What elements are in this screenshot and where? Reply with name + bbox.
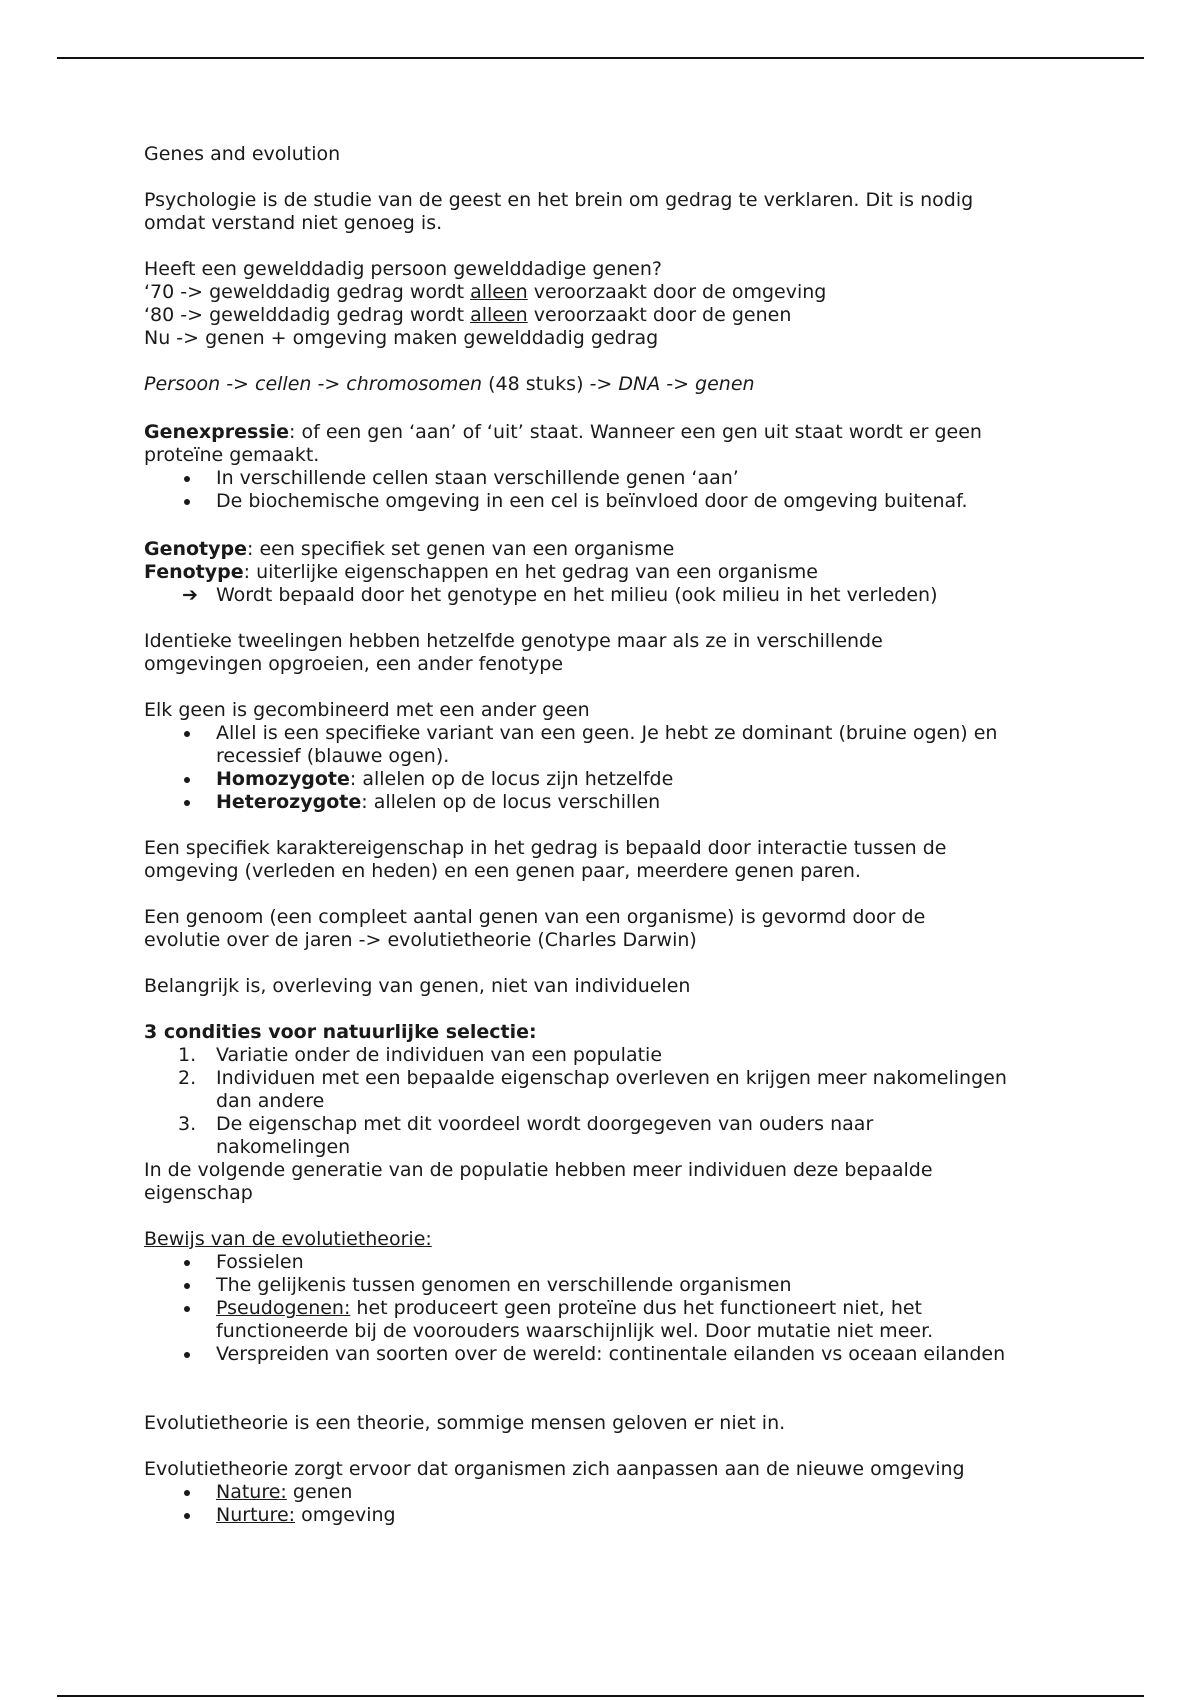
trait-line-1: Een specifiek karaktereigenschap in het gedrag is bepaald door interactie tussen de [144, 837, 947, 859]
twins-line-1: Identieke tweelingen hebben hetzelfde genotype maar als ze in verschillende [144, 630, 883, 652]
selection-heading: 3 condities voor natuurlijke selectie: [144, 1021, 537, 1043]
list-item: ➔ Wordt bepaald door het genotype en het milieu (ook milieu in het verleden) [182, 584, 938, 606]
selection-after-1: In de volgende generatie van de populatie hebben meer individuen deze bepaalde [144, 1159, 933, 1181]
genome-line-1: Een genoom (een compleet aantal genen van een organisme) is gevormd door de [144, 906, 926, 928]
fenotype-list [144, 584, 1074, 607]
bullet-icon [184, 1283, 190, 1289]
selection-list [144, 1044, 1074, 1159]
violence-now: Nu -> genen + omgeving maken gewelddadig gedrag [144, 327, 659, 349]
proof-heading: Bewijs van de evolutietheorie: [144, 1228, 432, 1250]
alleles-list [144, 722, 1074, 814]
bullet-icon [184, 1352, 190, 1358]
bullet-icon [184, 731, 190, 737]
list-item: 2. Individuen met een bepaalde eigenschap overleven en krijgen meer nakomelingen dan andere [178, 1067, 1007, 1112]
hierarchy-line: Persoon -> cellen -> chromosomen (48 stuks) -> DNA -> genen [144, 373, 755, 395]
list-item: Fossielen [144, 1251, 1074, 1274]
arrow-right-icon: ➔ [182, 584, 198, 606]
footer-rule [57, 1695, 1144, 1697]
list-item: The gelijkenis tussen genomen en verschillende organismen [144, 1274, 1074, 1297]
bullet-icon [184, 1513, 190, 1519]
genexpressie-list [144, 467, 1074, 513]
trait-line-2: omgeving (verleden en heden) en een genen paar, meerdere genen paren. [144, 860, 861, 882]
violence-question: Heeft een gewelddadig persoon gewelddadige genen? [144, 258, 662, 280]
document-body [144, 143, 1074, 1527]
alleles-intro: Elk geen is gecombineerd met een ander geen [144, 699, 590, 721]
list-item: Heterozygote: allelen op de locus verschillen [144, 791, 1074, 814]
list-item: 1. Variatie onder de individuen van een populatie [178, 1044, 663, 1066]
header-rule [57, 57, 1144, 59]
selection-after-2: eigenschap [144, 1182, 253, 1204]
proof-list [144, 1251, 1074, 1366]
twins-line-2: omgevingen opgroeien, een ander fenotype [144, 653, 564, 675]
list-item: Homozygote: allelen op de locus zijn hetzelfde [144, 768, 1074, 791]
list-item: Nurture: omgeving [144, 1504, 1074, 1527]
bullet-icon [184, 499, 190, 505]
bullet-icon [184, 1490, 190, 1496]
list-item: In verschillende cellen staan verschillende genen ‘aan’ [144, 467, 1074, 490]
document-title: Genes and evolution [144, 143, 341, 165]
list-item: 3. De eigenschap met dit voordeel wordt doorgegeven van ouders naar nakomelingen [178, 1113, 874, 1158]
genexpressie-def: Genexpressie: of een gen ‘aan’ of ‘uit’ staat. Wanneer een gen uit staat wordt er geen [144, 421, 982, 443]
list-item: Pseudogenen: het produceert geen proteïne dus het functioneert niet, het functioneerde bij de voorouders waarschijnlijk wel. Door mutatie niet meer. [144, 1297, 1074, 1343]
bullet-icon [184, 800, 190, 806]
fenotype-def: Fenotype: uiterlijke eigenschappen en het gedrag van een organisme [144, 561, 818, 583]
list-item: De biochemische omgeving in een cel is beïnvloed door de omgeving buitenaf. [144, 490, 1074, 513]
bullet-icon [184, 777, 190, 783]
genexpressie-def-2: proteïne gemaakt. [144, 444, 320, 466]
intro-line-1: Psychologie is de studie van de geest en het brein om gedrag te verklaren. Dit is nodig [144, 189, 974, 211]
list-item: Verspreiden van soorten over de wereld: continentale eilanden vs oceaan eilanden [144, 1343, 1074, 1366]
genome-line-2: evolutie over de jaren -> evolutietheorie (Charles Darwin) [144, 929, 697, 951]
list-item: Allel is een specifieke variant van een geen. Je hebt ze dominant (bruine ogen) en recessief (blauwe ogen). [144, 722, 1074, 768]
theory-line: Evolutietheorie is een theorie, sommige mensen geloven er niet in. [144, 1412, 786, 1434]
bullet-icon [184, 1306, 190, 1312]
adapt-line: Evolutietheorie zorgt ervoor dat organismen zich aanpassen aan de nieuwe omgeving [144, 1458, 965, 1480]
violence-row-70: ‘70 -> gewelddadig gedrag wordt alleen veroorzaakt door de omgeving [144, 281, 827, 303]
list-item: Nature: genen [144, 1481, 1074, 1504]
bullet-icon [184, 476, 190, 482]
adapt-list [144, 1481, 1074, 1527]
genotype-def: Genotype: een specifiek set genen van een organisme [144, 538, 675, 560]
intro-line-2: omdat verstand niet genoeg is. [144, 212, 443, 234]
violence-row-80: ‘80 -> gewelddadig gedrag wordt alleen veroorzaakt door de genen [144, 304, 792, 326]
bullet-icon [184, 1260, 190, 1266]
important-line: Belangrijk is, overleving van genen, niet van individuelen [144, 975, 691, 997]
